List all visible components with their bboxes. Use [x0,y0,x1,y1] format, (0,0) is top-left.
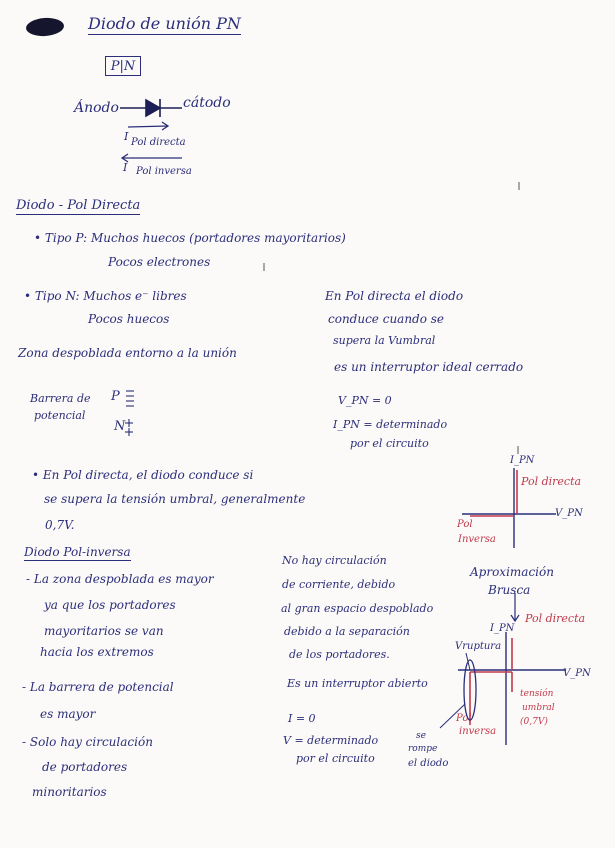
graph2-tension-1: tensión [520,689,554,699]
directa-right-1: En Pol directa el diodo [325,289,464,303]
graph2-tension-2: umbral [522,703,555,713]
pol-directa-small: Pol directa [131,137,186,148]
vpn-value: V_PN = 0 [338,394,392,407]
pol-inversa-small: Pol inversa [136,166,192,177]
inversa-m6: Es un interruptor abierto [287,677,428,690]
arrow-left-icon [122,154,182,162]
inversa-a3: mayoritarios se van [44,624,164,638]
inversa-c3: minoritarios [32,785,107,799]
inversa-m5: de los portadores. [289,648,390,661]
cathode-label: cátodo [183,95,231,111]
i-reverse-label: I [123,161,128,174]
graph1-y-label: I_PN [510,455,535,466]
section-heading-inversa: Diodo Pol-inversa [24,545,131,559]
barrera-label-2: potencial [34,409,86,422]
diode-symbol [120,99,182,117]
anode-label: Ánodo [74,100,119,116]
graph1-pol-inversa-1: Pol [457,519,473,530]
inversa-m3: al gran espacio despoblado [281,602,434,615]
graph1-caption-1: Aproximación [470,565,554,579]
inversa-m1: No hay circulación [282,554,387,567]
graph2-rompe-2: rompe [408,744,438,754]
inversa-a4: hacia los extremos [40,645,154,659]
tipo-n-line-2: Pocos huecos [88,312,170,326]
tipo-p-line-1: • Tipo P: Muchos huecos (portadores mayoritarios) [34,231,346,245]
inversa-m2: de corriente, debido [282,578,396,591]
tipo-p-line-2: Pocos electrones [108,255,211,269]
graph2-pol-inversa-2: inversa [459,726,497,737]
graph1-pol-directa: Pol directa [521,475,582,488]
i-forward-label: I [124,130,129,143]
graph2-rompe-3: el diodo [408,758,449,769]
barrier-charges [125,391,134,436]
inversa-m4: debido a la separación [284,625,410,638]
graph2-tension-3: (0,7V) [520,717,548,727]
graph2-pol-inversa-1: Pol [456,713,472,724]
page-title: Diodo de unión PN [88,14,241,33]
arrow-right-icon [128,122,168,130]
graph2-rompe-pointer [440,704,465,728]
tipo-n-line-1: • Tipo N: Muchos e⁻ libres [24,289,187,303]
inversa-b1: - La barrera de potencial [22,680,174,694]
ipn-value-2: por el circuito [350,437,429,450]
inversa-i0: I = 0 [288,712,316,725]
graph1-curve [470,470,517,516]
n-region-label: N [114,419,126,434]
graph2-vruptura: Vruptura [455,641,502,652]
graph1-arrow-down-icon [511,593,519,621]
directa-summary-1: • En Pol directa, el diodo conduce si [32,468,254,482]
graph1-caption-2: Brusca [488,583,531,597]
graph2-pol-directa: Pol directa [525,612,586,625]
directa-right-3: supera la Vumbral [333,334,436,347]
inversa-b2: es mayor [40,707,96,721]
directa-right-4: es un interruptor ideal cerrado [334,360,524,374]
pn-box: P|N [105,56,141,76]
directa-summary-3: 0,7V. [45,518,75,532]
graph2-rompe-1: se [416,731,426,741]
p-region-label: P [111,389,120,404]
directa-right-2: conduce cuando se [328,312,445,326]
inversa-v1: V = determinado [283,734,379,747]
directa-summary-2: se supera la tensión umbral, generalmente [44,492,306,506]
graph2-y-label: I_PN [490,623,515,634]
ipn-value-1: I_PN = determinado [333,418,448,431]
inversa-c2: de portadores [42,760,128,774]
zona-despoblada: Zona despoblada entorno a la unión [18,346,237,360]
inversa-a2: ya que los portadores [44,598,176,612]
graph2-x-label: V_PN [563,668,591,679]
inversa-c1: - Solo hay circulación [22,735,153,749]
graph1-pol-inversa-2: Inversa [458,534,496,545]
section-heading-directa: Diodo - Pol Directa [16,198,141,213]
inversa-a1: - La zona despoblada es mayor [26,572,214,586]
inversa-v2: por el circuito [296,752,375,765]
graph1-axes [462,468,556,548]
graph1-x-label: V_PN [555,508,583,519]
barrera-label-1: Barrera de [30,392,91,405]
